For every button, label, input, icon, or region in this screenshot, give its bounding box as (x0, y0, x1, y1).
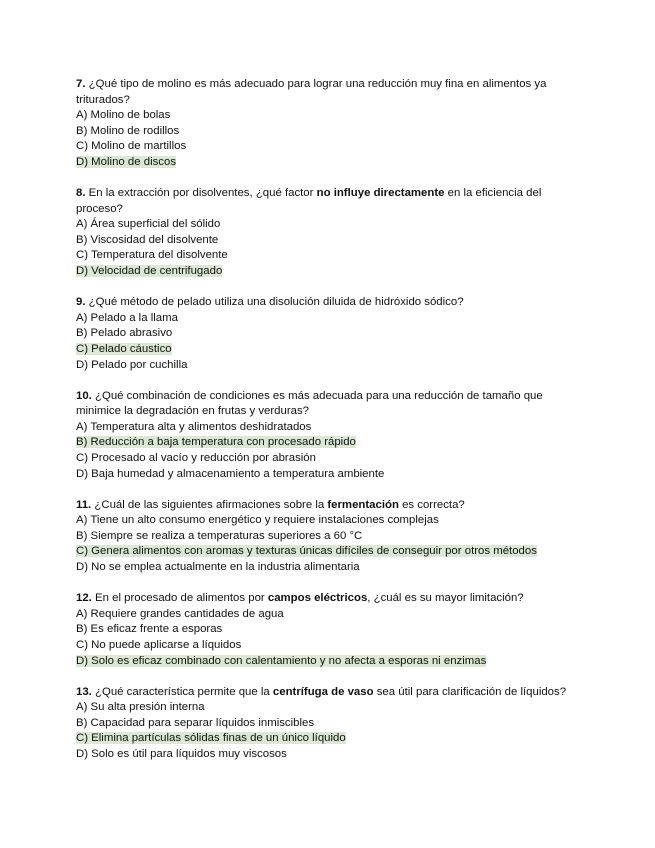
question-text: ¿Cuál de las siguientes afirmaciones sobre la (91, 498, 328, 511)
question-block (76, 498, 576, 576)
question-stem (76, 498, 576, 514)
answer-option (76, 529, 576, 545)
answer-option-text: D) Solo es útil para líquidos muy viscosos (76, 747, 287, 760)
answer-option-text: A) Pelado a la llama (76, 311, 178, 324)
answer-option-text: D) Velocidad de centrifugado (76, 265, 223, 278)
answer-option-correct (76, 731, 576, 747)
question-stem (76, 389, 576, 420)
question-text: ¿Qué método de pelado utiliza una disolución diluida de hidróxido sódico? (85, 296, 464, 309)
question-stem (76, 295, 576, 311)
answer-option-text: B) Molino de rodillos (76, 124, 180, 137)
question-block (76, 77, 576, 171)
question-stem (76, 77, 576, 108)
answer-option-text: D) Pelado por cuchilla (76, 358, 188, 371)
answer-option-text: A) Tiene un alto consumo energético y requiere instalaciones complejas (76, 514, 439, 527)
answer-option-text: A) Requiere grandes cantidades de agua (76, 607, 284, 620)
answer-option (76, 311, 576, 327)
answer-option-text: C) Molino de martillos (76, 140, 187, 153)
answer-option (76, 622, 576, 638)
answer-option-text: B) Siempre se realiza a temperaturas superiores a 60 °C (76, 529, 363, 542)
question-text: sea útil para clarificación de líquidos? (373, 685, 567, 698)
answer-option (76, 467, 576, 483)
answer-option-text: A) Molino de bolas (76, 109, 171, 122)
answer-option (76, 513, 576, 529)
answer-option-correct (76, 155, 576, 171)
question-text: ¿Qué característica permite que la (91, 685, 273, 698)
question-text: En la extracción por disolventes, ¿qué factor (85, 187, 317, 200)
answer-option-text: B) Es eficaz frente a esporas (76, 623, 223, 636)
question-number: 12. (76, 592, 92, 605)
answer-option-text: A) Área superficial del sólido (76, 218, 221, 231)
answer-option (76, 233, 576, 249)
question-emphasis: no influye directamente (316, 187, 445, 200)
answer-option-text: C) Temperatura del disolvente (76, 249, 228, 262)
answer-option-text: B) Capacidad para separar líquidos inmiscibles (76, 716, 315, 729)
answer-option-text: D) Molino de discos (76, 155, 177, 168)
answer-option-text: D) Baja humedad y almacenamiento a temperatura ambiente (76, 467, 385, 480)
answer-option-correct (76, 654, 576, 670)
question-list (76, 77, 576, 778)
answer-option (76, 638, 576, 654)
question-block (76, 591, 576, 669)
question-number: 8. (76, 187, 86, 200)
question-block (76, 295, 576, 373)
question-number: 10. (76, 389, 92, 402)
answer-option-text: D) No se emplea actualmente en la industria alimentaria (76, 561, 360, 574)
question-emphasis: centrífuga de vaso (272, 685, 374, 698)
answer-option (76, 217, 576, 233)
question-stem (76, 186, 576, 217)
answer-option (76, 700, 576, 716)
question-number: 7. (76, 78, 86, 90)
answer-option-text: C) Pelado cáustico (76, 342, 172, 355)
answer-option (76, 358, 576, 374)
answer-option (76, 747, 576, 763)
question-number: 13. (76, 685, 92, 698)
answer-option-text: B) Viscosidad del disolvente (76, 233, 219, 246)
question-text: , ¿cuál es su mayor limitación? (367, 592, 524, 605)
question-block (76, 685, 576, 763)
answer-option-text: C) Genera alimentos con aromas y texturas únicas difíciles de conseguir por otros métodos (76, 545, 537, 558)
answer-option-text: A) Su alta presión interna (76, 701, 205, 714)
answer-option-correct (76, 544, 576, 560)
answer-option (76, 716, 576, 732)
question-text: ¿Qué combinación de condiciones es más adecuada para una reducción de tamaño que minimice la degradación en frutas y verduras? (76, 389, 543, 418)
answer-option-text: A) Temperatura alta y alimentos deshidratados (76, 420, 312, 433)
answer-option-correct (76, 435, 576, 451)
answer-option-text: D) Solo es eficaz combinado con calentamiento y no afecta a esporas ni enzimas (76, 654, 487, 667)
answer-option-correct (76, 342, 576, 358)
question-number: 9. (76, 296, 86, 309)
question-emphasis: campos eléctricos (267, 592, 368, 605)
question-text: ¿Qué tipo de molino es más adecuado para lograr una reducción muy fina en alimentos ya triturados? (76, 78, 547, 106)
answer-option (76, 248, 576, 264)
question-stem (76, 591, 576, 607)
answer-option-text: B) Pelado abrasivo (76, 327, 173, 340)
answer-option (76, 124, 576, 140)
answer-option (76, 326, 576, 342)
question-text: es correcta? (398, 498, 465, 511)
answer-option (76, 451, 576, 467)
answer-option-text: C) Procesado al vacío y reducción por abrasión (76, 451, 316, 464)
answer-option (76, 139, 576, 155)
answer-option (76, 607, 576, 623)
question-text: En el procesado de alimentos por (91, 592, 268, 605)
question-block (76, 186, 576, 280)
answer-option-text: B) Reducción a baja temperatura con procesado rápido (76, 436, 356, 449)
question-emphasis: fermentación (327, 498, 399, 511)
question-text: en la eficiencia del proceso? (76, 187, 542, 215)
answer-option-correct (76, 264, 576, 280)
question-number: 11. (76, 498, 92, 511)
answer-option (76, 560, 576, 576)
answer-option (76, 108, 576, 124)
question-stem (76, 685, 576, 701)
answer-option-text: C) No puede aplicarse a líquidos (76, 638, 242, 651)
question-block (76, 389, 576, 483)
answer-option-text: C) Elimina partículas sólidas finas de un único líquido (76, 732, 346, 745)
answer-option (76, 420, 576, 436)
